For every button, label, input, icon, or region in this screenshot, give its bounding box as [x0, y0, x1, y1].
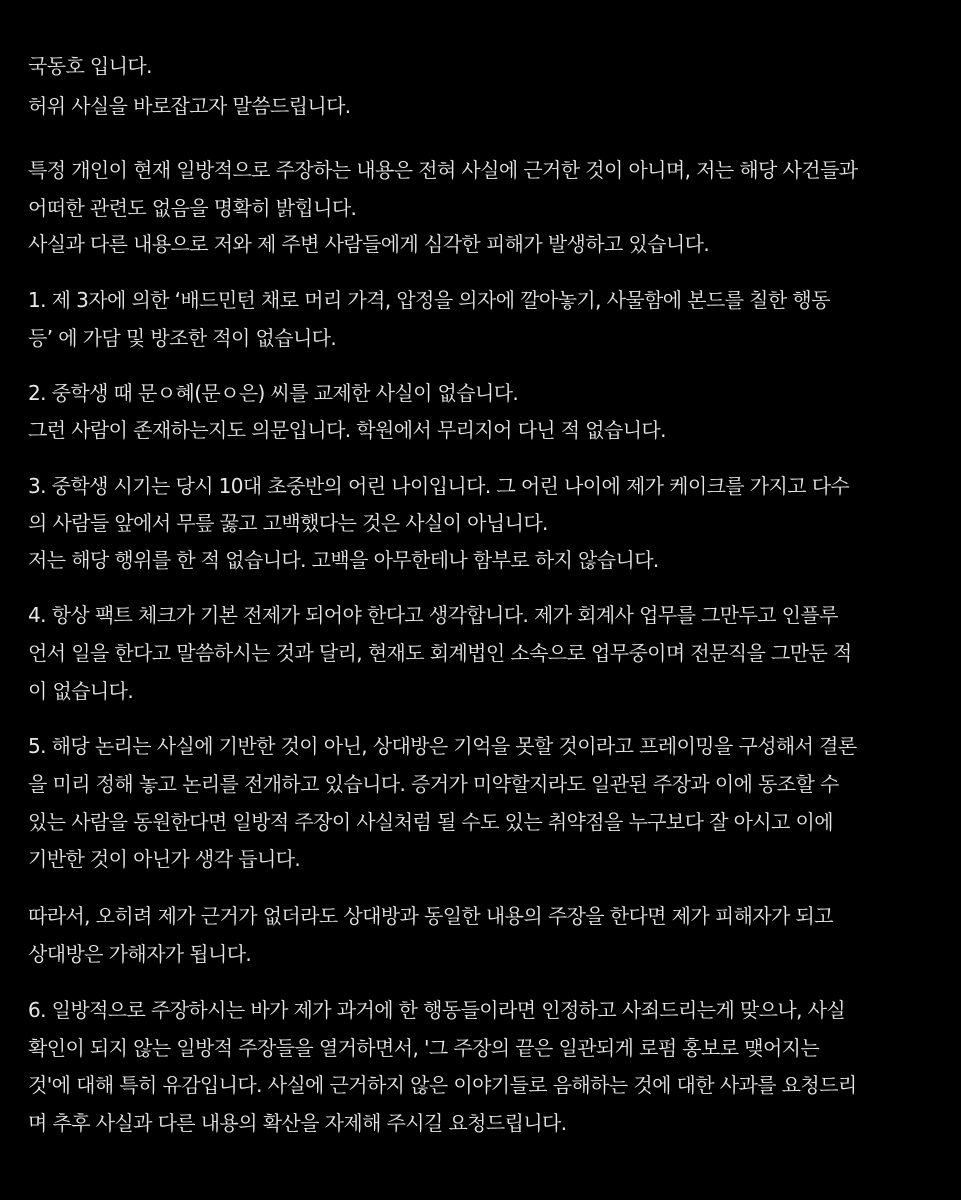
text-line: 어떠한 관련도 없음을 명확히 밝힙니다. — [28, 196, 357, 220]
text-line: 4. 항상 팩트 체크가 기본 전제가 되어야 한다고 생각합니다. 제가 회계사 업무를 그만두고 인플루 — [28, 603, 838, 627]
text-line: 국동호 입니다. — [28, 54, 152, 78]
text-line: 저는 해당 행위를 한 적 없습니다. 고백을 아무한테나 함부로 하지 않습니다. — [28, 548, 659, 572]
text-line: 2. 중학생 때 문ㅇ혜(문ㅇ은) 씨를 교제한 사실이 없습니다. — [28, 381, 519, 405]
text-line: 6. 일방적으로 주장하시는 바가 제가 과거에 한 행동들이라면 인정하고 사죄드리는게 맞으나, 사실 — [28, 998, 846, 1022]
text-line: 것'에 대해 특히 유감입니다. 사실에 근거하지 않은 이야기들로 음해하는 것에 대한 사과를 요청드리 — [28, 1073, 857, 1097]
text-line: 있는 사람을 동원한다면 일방적 주장이 사실처럼 될 수도 있는 취약점을 누구보다 잘 아시고 이에 — [28, 810, 833, 834]
text-line: 허위 사실을 바로잡고자 말씀드립니다. — [28, 94, 351, 118]
text-line: 언서 일을 한다고 말씀하시는 것과 달리, 현재도 회계법인 소속으로 업무중이며 전문직을 그만둔 적 — [28, 641, 852, 665]
text-line: 을 미리 정해 놓고 논리를 전개하고 있습니다. 증거가 미약할지라도 일관된 주장과 이에 동조할 수 — [28, 772, 839, 796]
text-line: 1. 제 3자에 의한 ‘배드민턴 채로 머리 가격, 압정을 의자에 깔아놓기, 사물함에 본드를 칠한 행동 — [28, 288, 830, 312]
text-line: 확인이 되지 않는 일방적 주장들을 열거하면서, '그 주장의 끝은 일관되게 로펌 홍보로 맺어지는 — [28, 1036, 820, 1060]
text-line: 특정 개인이 현재 일방적으로 주장하는 내용은 전혀 사실에 근거한 것이 아니며, 저는 해당 사건들과 — [28, 158, 858, 182]
text-line: 기반한 것이 아닌가 생각 듭니다. — [28, 847, 301, 871]
text-line: 5. 해당 논리는 사실에 기반한 것이 아닌, 상대방은 기억을 못할 것이라고 프레이밍을 구성해서 결론 — [28, 734, 857, 758]
text-line: 등’ 에 가담 및 방조한 적이 없습니다. — [28, 326, 337, 350]
text-line: 의 사람들 앞에서 무릎 꿇고 고백했다는 것은 사실이 아닙니다. — [28, 511, 548, 535]
text-line: 며 추후 사실과 다른 내용의 확산을 자제해 주시길 요청드립니다. — [28, 1111, 567, 1135]
text-line: 상대방은 가해자가 됩니다. — [28, 942, 252, 966]
text-line: 그런 사람이 존재하는지도 의문입니다. 학원에서 무리지어 다닌 적 없습니다. — [28, 418, 666, 442]
text-line: 3. 중학생 시기는 당시 10대 초중반의 어린 나이입니다. 그 어린 나이에 제가 케이크를 가지고 다수 — [28, 474, 850, 498]
text-line: 사실과 다른 내용으로 저와 제 주변 사람들에게 심각한 피해가 발생하고 있습니다. — [28, 232, 710, 256]
text-line: 이 없습니다. — [28, 679, 134, 703]
text-line: 따라서, 오히려 제가 근거가 없더라도 상대방과 동일한 내용의 주장을 한다면 제가 피해자가 되고 — [28, 904, 833, 928]
